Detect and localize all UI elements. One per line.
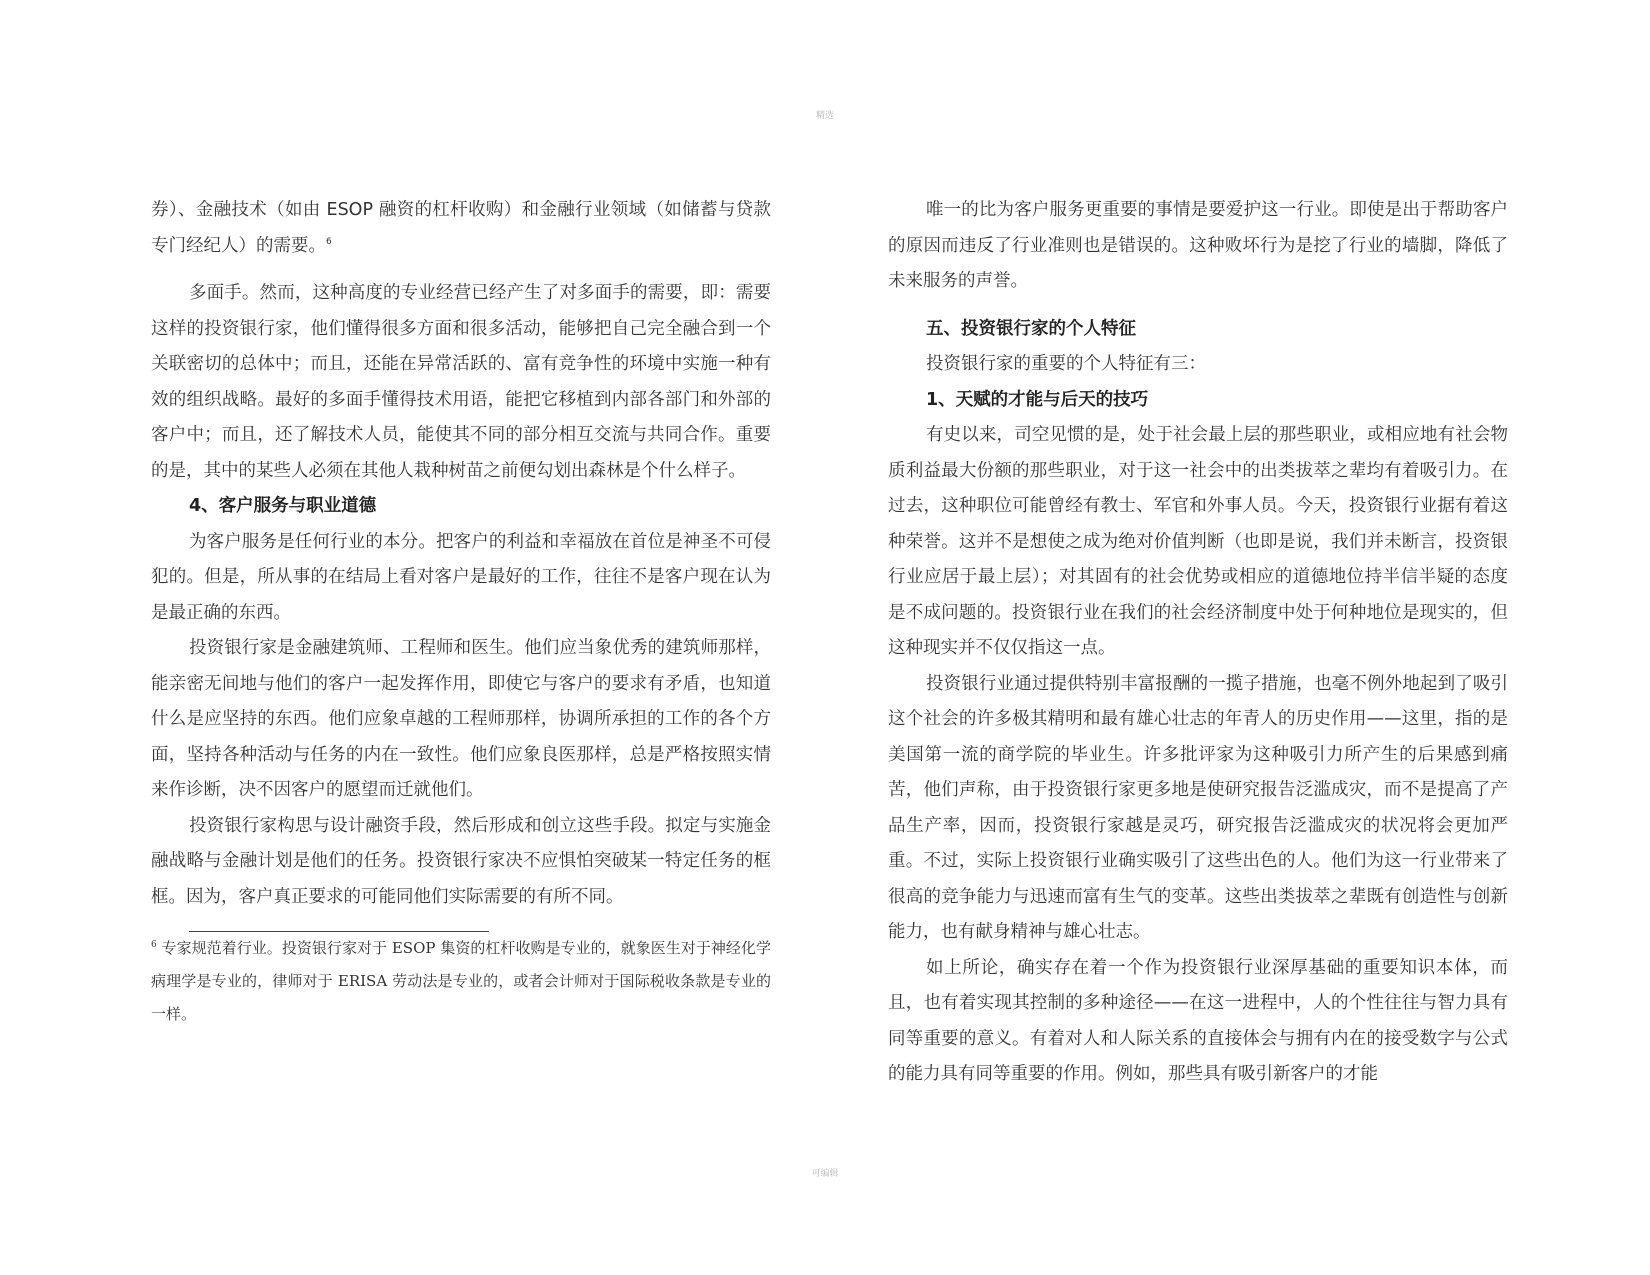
right-paragraph-3: 有史以来，司空见惯的是，处于社会最上层的那些职业，或相应地有社会物质利益最大份额的那些职业，对于这一社会中的出类拔萃之辈均有着吸引力。在过去，这种职位可能曾经有教士、军官和外事人员。今天，投资银行业据有着这种荣誉。这并不是想使之成为绝对价值判断（也即是说，我们并未断言，投资银行业应居于最上层）；对其固有的社会优势或相应的道德地位持半信半疑的态度是不成问题的。投资银行业在我们的社会经济制度中处于何种地位是现实的，但这种现实并不仅仅指这一点。 bbox=[888, 425, 1508, 658]
page-footer: 可编辑 bbox=[811, 1169, 839, 1179]
section-heading-5: 五、投资银行家的个人特征 bbox=[926, 318, 1136, 339]
footnote-reference: 6 bbox=[326, 236, 332, 247]
left-paragraph-4: 投资银行家是金融建筑师、工程师和医生。他们应当象优秀的建筑师那样，能亲密无间地与他们的客户一起发挥作用，即使它与客户的要求有矛盾，也知道什么是应坚持的东西。他们应象卓越的工程师那样，协调所承担的工作的各个方面，坚持各种活动与任务的内在一致性。他们应象良医那样，总是严格按照实情来作诊断，决不因客户的愿望而迁就他们。 bbox=[151, 638, 771, 800]
section-heading-4: 4、客户服务与职业道德 bbox=[189, 496, 377, 516]
right-paragraph-1: 唯一的比为客户服务更重要的事情是要爱护这一行业。即使是出于帮助客户的原因而违反了行业准则也是错误的。这种败坏行为是挖了行业的墙脚，降低了未来服务的声誉。 bbox=[888, 200, 1508, 291]
left-paragraph-5: 投资银行家构思与设计融资手段，然后形成和创立这些手段。拟定与实施金融战略与金融计划是他们的任务。投资银行家决不应惧怕突破某一特定任务的框框。因为，客户真正要求的可能同他们实际需要的有所不同。 bbox=[151, 815, 771, 907]
left-paragraph-1-text: 券）、金融技术（如由 ESOP 融资的杠杆收购）和金融行业领域（如储蓄与贷款专门经纪人）的需要。 bbox=[151, 200, 771, 256]
left-paragraph-3: 为客户服务是任何行业的本分。把客户的利益和幸福放在首位是神圣不可侵犯的。但是，所从事的在结局上看对客户是最好的工作，往往不是客户现在认为是最正确的东西。 bbox=[151, 531, 771, 623]
footnote-text: 专家规范着行业。投资银行家对于 ESOP 集资的杠杆收购是专业的，就象医生对于神经化学病理学是专业的，律师对于 ERISA 劳动法是专业的，或者会计师对于国际税收条款是专业的一样。 bbox=[151, 939, 771, 1023]
subsection-heading-1: 1、天赋的才能与后天的技巧 bbox=[926, 389, 1149, 410]
left-paragraph-2: 多面手。然而，这种高度的专业经营已经产生了对多面手的需要，即：需要这样的投资银行家，他们懂得很多方面和很多活动，能够把自己完全融合到一个关联密切的总体中；而且，还能在异常活跃的、富有竞争性的环境中实施一种有效的组织战略。最好的多面手懂得技术用语，能把它移植到内部各部门和外部的客户中；而且，还了解技术人员，能使其不同的部分相互交流与共同合作。重要的是，其中的某些人必须在其他人栽种树苗之前便勾划出森林是个什么样子。 bbox=[151, 283, 771, 481]
right-paragraph-5: 如上所论，确实存在着一个作为投资银行业深厚基础的重要知识本体，而且，也有着实现其控制的多种途径——在这一进程中，人的个性往往与智力具有同等重要的意义。有着对人和人际关系的直接体会与拥有内在的接受数字与公式的能力具有同等重要的作用。例如，那些具有吸引新客户的才能 bbox=[888, 957, 1508, 1084]
footnote-mark: 6 bbox=[151, 940, 157, 950]
right-column bbox=[888, 193, 1508, 1093]
left-column bbox=[151, 193, 771, 1031]
page-header: 精选 bbox=[815, 111, 834, 121]
footnote bbox=[151, 932, 771, 1031]
right-paragraph-4: 投资银行业通过提供特别丰富报酬的一揽子措施，也毫不例外地起到了吸引这个社会的许多极其精明和最有雄心壮志的年青人的历史作用——这里，指的是美国第一流的商学院的毕业生。许多批评家为这种吸引力所产生的后果感到痛苦，他们声称，由于投资银行家更多地是使研究报告泛滥成灾，而不是提高了产品生产率，因而，投资银行家越是灵巧，研究报告泛滥成灾的状况将会更加严重。不过，实际上投资银行业确实吸引了这些出色的人。他们为这一行业带来了很高的竞争能力与迅速而富有生气的变革。这些出类拔萃之辈既有创造性与创新能力，也有献身精神与雄心壮志。 bbox=[888, 673, 1508, 942]
left-paragraph-1 bbox=[151, 193, 771, 264]
right-paragraph-2: 投资银行家的重要的个人特征有三： bbox=[926, 354, 1206, 374]
